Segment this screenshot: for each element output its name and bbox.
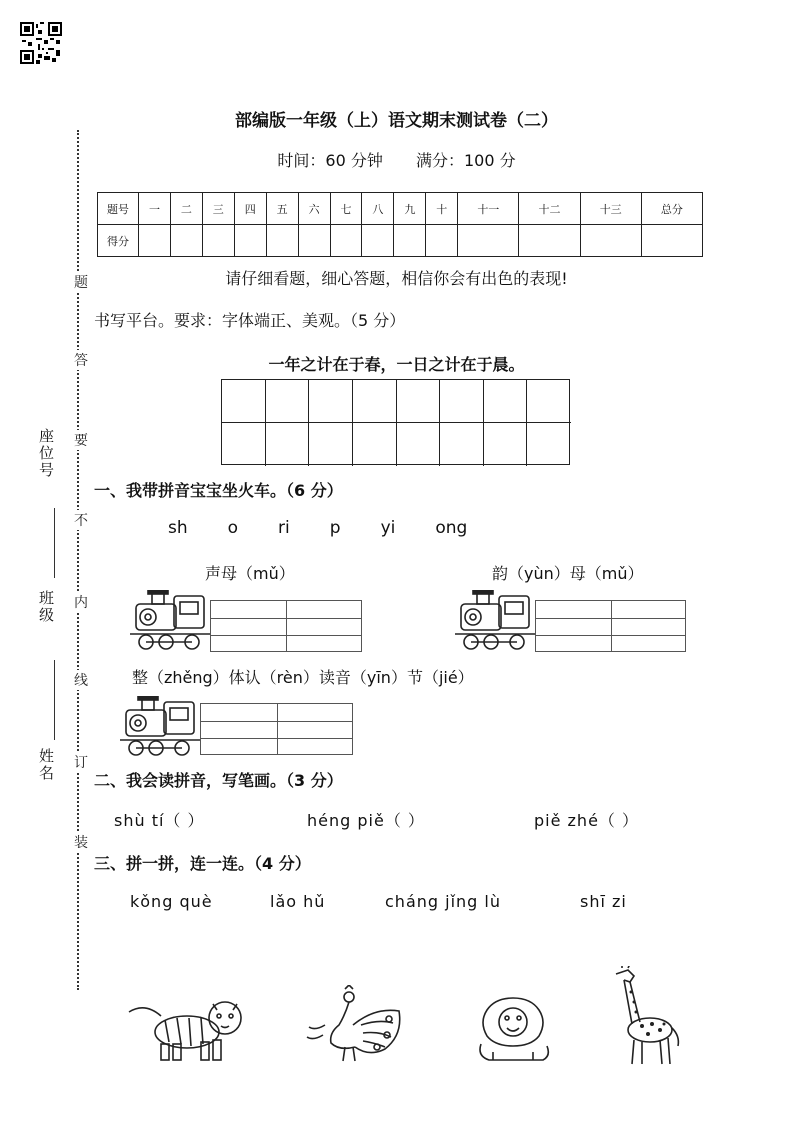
seat-number-label: 座位号 bbox=[37, 428, 55, 479]
binding-char: 装 bbox=[74, 832, 88, 852]
giraffe-icon[interactable] bbox=[606, 966, 686, 1068]
lion-icon[interactable] bbox=[473, 996, 553, 1064]
train-wagon-answer-box[interactable] bbox=[210, 600, 362, 652]
column-header: 十三 bbox=[580, 193, 641, 225]
writing-grid-cell[interactable] bbox=[440, 380, 484, 423]
writing-grid-cell[interactable] bbox=[527, 380, 571, 423]
writing-grid[interactable] bbox=[221, 379, 570, 465]
column-header: 三 bbox=[202, 193, 234, 225]
pinyin-word[interactable]: cháng jǐng lù bbox=[385, 892, 501, 911]
column-header: 二 bbox=[170, 193, 202, 225]
qr-code-icon bbox=[20, 22, 62, 64]
column-header: 十 bbox=[426, 193, 458, 225]
pinyin-letter: sh bbox=[168, 518, 188, 538]
writing-grid-cell[interactable] bbox=[222, 423, 266, 466]
section3-heading: 三、拼一拼，连一连。（4 分） bbox=[94, 854, 311, 873]
column-header: 七 bbox=[330, 193, 362, 225]
binding-char: 要 bbox=[74, 430, 88, 450]
pinyin-letter: ri bbox=[278, 518, 290, 538]
pinyin-word[interactable]: shī zi bbox=[580, 892, 627, 911]
tiger-icon[interactable] bbox=[125, 996, 250, 1064]
stroke-item[interactable]: piě zhé（ ） bbox=[534, 811, 640, 830]
time-label: 时间：60 分钟 bbox=[277, 151, 383, 170]
peacock-icon[interactable] bbox=[305, 985, 405, 1065]
writing-requirement: 书写平台。要求：字体端正、美观。（5 分） bbox=[94, 311, 406, 330]
binding-dotted-line bbox=[77, 130, 79, 990]
score-cell[interactable] bbox=[641, 225, 702, 257]
name-blank[interactable] bbox=[54, 660, 55, 740]
score-cell[interactable] bbox=[519, 225, 580, 257]
encouragement-text: 请仔细看题，细心答题，相信你会有出色的表现! bbox=[225, 269, 568, 288]
writing-grid-cell[interactable] bbox=[440, 423, 484, 466]
stroke-item[interactable]: héng piě（ ） bbox=[307, 811, 425, 830]
writing-grid-cell[interactable] bbox=[266, 423, 310, 466]
binding-char: 内 bbox=[74, 592, 88, 612]
writing-grid-cell[interactable] bbox=[309, 380, 353, 423]
locomotive-icon bbox=[455, 590, 537, 652]
locomotive-icon bbox=[130, 590, 212, 652]
score-cell[interactable] bbox=[139, 225, 171, 257]
pinyin-letter: o bbox=[227, 518, 239, 538]
score-cell[interactable] bbox=[234, 225, 266, 257]
stroke-item[interactable]: shù tí（ ） bbox=[114, 811, 205, 830]
column-header: 六 bbox=[298, 193, 330, 225]
section1-heading: 一、我带拼音宝宝坐火车。（6 分） bbox=[94, 481, 343, 500]
exam-info bbox=[0, 148, 793, 171]
locomotive-icon bbox=[120, 696, 202, 758]
writing-grid-cell[interactable] bbox=[397, 380, 441, 423]
class-label: 班级 bbox=[37, 590, 55, 624]
column-header: 九 bbox=[394, 193, 426, 225]
writing-grid-cell[interactable] bbox=[353, 380, 397, 423]
score-cell[interactable] bbox=[426, 225, 458, 257]
proverb-text: 一年之计在于春，一日之计在于晨。 bbox=[268, 355, 525, 374]
column-header: 八 bbox=[362, 193, 394, 225]
pinyin-letter: ong bbox=[435, 518, 468, 538]
class-blank[interactable] bbox=[54, 508, 55, 578]
binding-char: 订 bbox=[74, 752, 88, 772]
score-cell[interactable] bbox=[394, 225, 426, 257]
binding-char: 线 bbox=[74, 670, 88, 690]
column-header: 总分 bbox=[641, 193, 702, 225]
score-cell[interactable] bbox=[170, 225, 202, 257]
score-cell[interactable] bbox=[458, 225, 519, 257]
score-table-header-row bbox=[98, 193, 703, 225]
writing-grid-cell[interactable] bbox=[309, 423, 353, 466]
pinyin-word[interactable]: kǒng què bbox=[130, 892, 213, 911]
writing-grid-cell[interactable] bbox=[266, 380, 310, 423]
pinyin-letter-list bbox=[168, 518, 507, 538]
binding-char: 不 bbox=[74, 510, 88, 530]
train3-label: 整（zhěng）体认（rèn）读音（yīn）节（jié） bbox=[132, 668, 474, 687]
row-header: 题号 bbox=[98, 193, 139, 225]
score-cell[interactable] bbox=[298, 225, 330, 257]
score-cell[interactable] bbox=[330, 225, 362, 257]
column-header: 十二 bbox=[519, 193, 580, 225]
train2-label: 韵（yùn）母（mǔ） bbox=[492, 564, 644, 583]
pinyin-word[interactable]: lǎo hǔ bbox=[270, 892, 326, 911]
column-header: 四 bbox=[234, 193, 266, 225]
score-cell[interactable] bbox=[362, 225, 394, 257]
pinyin-letter: p bbox=[329, 518, 341, 538]
score-cell[interactable] bbox=[580, 225, 641, 257]
score-label: 满分：100 分 bbox=[415, 151, 516, 170]
writing-grid-cell[interactable] bbox=[527, 423, 571, 466]
binding-char: 答 bbox=[74, 350, 88, 370]
writing-grid-cell[interactable] bbox=[484, 380, 528, 423]
train-wagon-answer-box[interactable] bbox=[535, 600, 686, 652]
score-table-score-row bbox=[98, 225, 703, 257]
pinyin-letter: yi bbox=[380, 518, 396, 538]
column-header: 十一 bbox=[458, 193, 519, 225]
row-header: 得分 bbox=[98, 225, 139, 257]
writing-grid-cell[interactable] bbox=[353, 423, 397, 466]
exam-title: 部编版一年级（上）语文期末测试卷（二） bbox=[235, 111, 558, 131]
section2-heading: 二、我会读拼音，写笔画。（3 分） bbox=[94, 771, 343, 790]
writing-grid-cell[interactable] bbox=[397, 423, 441, 466]
train-wagon-answer-box[interactable] bbox=[200, 703, 353, 755]
writing-grid-cell[interactable] bbox=[484, 423, 528, 466]
score-table bbox=[97, 192, 703, 257]
column-header: 五 bbox=[266, 193, 298, 225]
binding-char: 题 bbox=[74, 272, 88, 292]
train1-label: 声母（mǔ） bbox=[205, 564, 295, 583]
writing-grid-cell[interactable] bbox=[222, 380, 266, 423]
name-label: 姓名 bbox=[37, 748, 55, 782]
score-cell[interactable] bbox=[202, 225, 234, 257]
score-cell[interactable] bbox=[266, 225, 298, 257]
column-header: 一 bbox=[139, 193, 171, 225]
